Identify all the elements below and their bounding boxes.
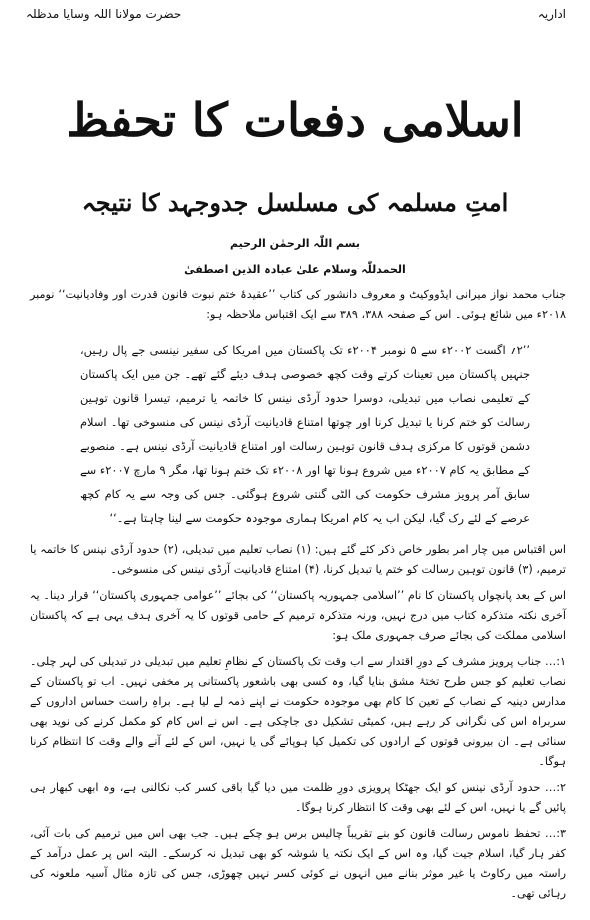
article-body	[30, 540, 566, 904]
author-line: حضرت مولانا اللہ وسایا مدظلہ	[26, 7, 182, 21]
hamd-line: الحمدللّٰہ وسلام علیٰ عبادہ الذین اصطفیٰ	[184, 263, 406, 276]
page-subtitle: امتِ مسلمہ کی مسلسل جدوجہد کا نتیجہ	[81, 188, 509, 217]
page-title: اسلامی دفعات کا تحفظ	[66, 93, 524, 147]
paragraph-4: ۲:… حدود آرڈی نینس کو ایک جھٹکا پرویزی دورِ ظلمت میں دیا گیا باقی کسر کب نکالنی ہے، وہ ابھی کبھار ہی پائیں گے یا نہیں، اس کے لئے بھی وقت کا انتظار کرنا ہوگا۔	[30, 781, 566, 814]
paragraph-2: اس کے بعد پانچواں پاکستان کا نام ’’اسلامی جمہوریہ پاکستان‘‘ کی بجائے ’’عوامی جمہوری پاکستان‘‘ قرار دینا۔ یہ آخری نکتہ متذکرہ کتاب میں درج نہیں، ورنہ متذکرہ ترمیم کے حامی قوتوں کا یہ آخری ہدف یہی ہے کہ پاکستان اسلامی مملکت کی بجائے صرف جمہوری ملک ہو:	[30, 589, 566, 642]
intro-text: جناب محمد نواز میرانی ایڈووکیٹ و معروف دانشور کی کتاب ’’عقیدۂ ختم نبوت قانون قدرت اور وفادیانیت‘‘ نومبر ۲۰۱۸ء میں شائع ہوئی۔ اس کے صفحہ ۳۸۸، ۳۸۹ سے ایک اقتباس ملاحظہ ہو:	[30, 288, 566, 321]
paragraph-5: ۳:… تحفظ ناموس رسالت قانون کو بنے تقریباً چالیس برس ہو چکے ہیں۔ جب بھی اس میں ترمیم کی بات آئی، کفر ہار گیا، اسلام جیت گیا، وہ اس کے ایک نکتہ یا شوشہ کو بھی تبدیل نہ کرسکے۔ البتہ اس پر عمل درآمد کے راستہ میں رکاوٹ یا غیر موثر بنانے میں انہوں نے کوئی کسر نہیں چھوڑی، جس کی تازہ مثال آسیہ ملعونہ کی رہائی تھی۔	[30, 827, 566, 900]
quoted-excerpt: ’’۲؍ اگست ۲۰۰۲ء سے ۵ نومبر ۲۰۰۴ء تک پاکستان میں امریکا کی سفیر نینسی جے پال رہیں، جنہیں پاکستان میں تعینات کرتے وقت کچھ خصوصی ہدف دیئے گئے تھے۔ جن میں ایک پاکستان کے تعلیمی نصاب میں تبدیلی، دوسرا حدود آرڈی نینس کا خاتمہ یا ترمیم، تیسرا قانون توہین رسالت کو ختم کرنا یا تبدیل کرنا اور چوتھا امتناع قادیانیت آرڈی نینس کی منسوخی تھا۔ اسلام دشمن قوتوں کا مرکزی ہدف قانون توہین رسالت اور امتناع قادیانیت آرڈی نینس ہے۔ منصوبے کے مطابق یہ کام ۲۰۰۷ء میں شروع ہونا تھا اور ۲۰۰۸ء تک ختم ہونا تھا، مگر ۹ مارچ ۲۰۰۷ء سے سابق آمر پرویز مشرف حکومت کی الٹی گنتی شروع ہوگئی۔ جس کی وجہ سے یہ کام کچھ عرصے کے لئے رک گیا، لیکن اب یہ کام امریکا ہماری موجودہ حکومت سے لینا چاہتا ہے۔‘‘	[80, 343, 531, 525]
paragraph-1: اس اقتباس میں چار امر بطور خاص ذکر کئے گئے ہیں: (۱) نصاب تعلیم میں تبدیلی، (۲) حدود آرڈی نینس کا خاتمہ یا ترمیم، (۳) قانون توہین رسالت کو ختم یا تبدیل کرنا، (۴) امتناع قادیانیت آرڈی نینس کی منسوخی۔	[30, 543, 566, 576]
paragraph-3: ۱:… جناب پرویز مشرف کے دورِ اقتدار سے اب وقت تک پاکستان کے نظامِ تعلیم میں تبدیلی در تبدیلی کی لہر چلی۔ نصاب تعلیم کو جس طرح تختۂ مشق بنایا گیا، وہ کسی بھی باشعور پاکستانی پر مخفی نہیں۔ اب تو پاکستان کے مدارس دینیہ کے نصاب کے تعین کا کام بھی موجودہ حکومت نے اپنے ذمہ لے لیا ہے۔ براہِ راست حساس اداروں کے سربراہ اس کی نگرانی کر رہے ہیں، کمیٹی تشکیل دی جاچکی ہے۔ اس نے اس کام کو مکمل کرنے کی نوید بھی سنائی ہے۔ ان بیرونی قوتوں کے ارادوں کی تکمیل کیا ہوپائے گی یا نہیں، اس کے لئے آنے والے وقت کا انتظام کرنا ہوگا۔	[30, 655, 566, 768]
intro-paragraph	[30, 285, 566, 325]
section-label: اداریہ	[537, 7, 566, 21]
basmala: بسم اللّٰہ الرحمٰن الرحیم	[229, 237, 360, 250]
